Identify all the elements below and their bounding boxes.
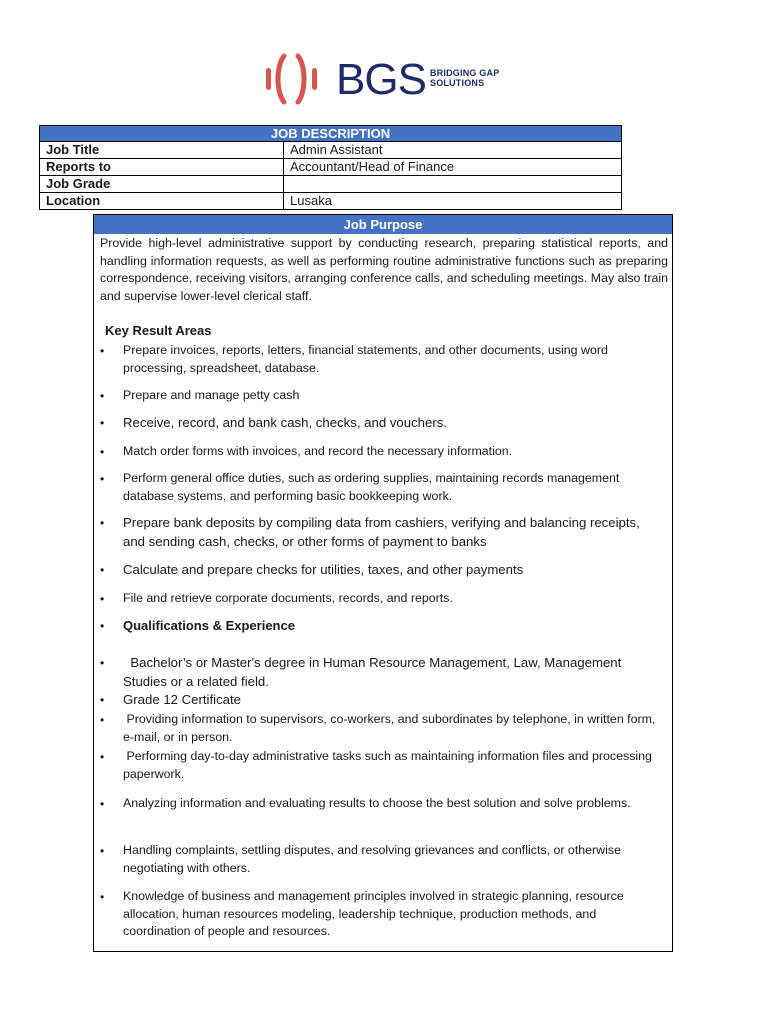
bgs-logo-mark-icon	[262, 52, 324, 106]
bullet-icon: •	[100, 619, 105, 633]
job-purpose-text: Provide high-level administrative support by conducting research, preparing statistical reports, and handling information requests, as well as performing routine administrative functions such as preparing correspondence, receiving visitors, arranging conference calls, and scheduling meetings. May also train and supervise lower-level clerical staff.	[100, 236, 668, 303]
table-row	[40, 176, 622, 193]
job-purpose-banner: Job Purpose	[94, 215, 672, 234]
list-item-text: Receive, record, and bank cash, checks, and vouchers.	[123, 415, 448, 430]
job-description-table	[39, 125, 622, 210]
job-description-banner: JOB DESCRIPTION	[40, 126, 622, 142]
job-purpose-section	[93, 214, 673, 952]
reports-to-value: Accountant/Head of Finance	[284, 159, 622, 176]
bullet-icon: •	[100, 516, 105, 530]
list-item-text: Providing information to supervisors, co-workers, and subordinates by telephone, in written form, e-mail, or in person.	[123, 712, 659, 744]
logo-tagline	[430, 68, 499, 88]
list-item-text: Knowledge of business and management principles involved in strategic planning, resource allocation, human resources modeling, leadership technique, production methods, and coordination of people and resources.	[123, 889, 624, 938]
bullet-icon: •	[100, 472, 105, 486]
job-title-value: Admin Assistant	[284, 142, 622, 159]
location-value: Lusaka	[284, 193, 622, 210]
bullet-icon: •	[100, 656, 105, 670]
bullet-icon: •	[100, 844, 105, 858]
bullet-icon: •	[100, 445, 105, 459]
bullet-icon: •	[100, 416, 105, 430]
reports-to-label: Reports to	[40, 159, 284, 176]
list-item-text: Bachelor’s or Master's degree in Human Resource Management, Law, Management Studies or a related field.	[123, 655, 625, 689]
list-item-text: Handling complaints, settling disputes, and resolving grievances and conflicts, or otherwise negotiating with others.	[123, 843, 621, 875]
job-grade-value	[284, 176, 622, 193]
list-item-text: Grade 12 Certificate	[123, 692, 242, 707]
bullet-icon: •	[100, 389, 105, 403]
list-item-text: Perform general office duties, such as ordering supplies, maintaining records management database systems, and performing basic bookkeeping work.	[123, 471, 620, 503]
bullet-icon: •	[100, 344, 105, 358]
list-item-text: File and retrieve corporate documents, records, and reports.	[123, 591, 453, 605]
table-row	[40, 159, 622, 176]
list-item-text: Performing day-to-day administrative tasks such as maintaining information files and processing paperwork.	[123, 749, 656, 781]
bullet-icon: •	[100, 563, 105, 577]
logo-wordmark: BGS	[336, 55, 426, 104]
bullet-icon: •	[100, 713, 105, 727]
list-item-text: Match order forms with invoices, and record the necessary information.	[123, 444, 513, 458]
logo-tagline-line2: SOLUTIONS	[430, 78, 485, 88]
job-title-label: Job Title	[40, 142, 284, 159]
logo-tagline-line1: BRIDGING GAP	[430, 68, 500, 78]
company-logo	[262, 50, 512, 110]
table-row	[40, 193, 622, 210]
list-item-text: Prepare and manage petty cash	[123, 388, 300, 402]
list-item-text: Analyzing information and evaluating results to choose the best solution and solve problems.	[123, 796, 631, 810]
list-item-text: Prepare invoices, reports, letters, financial statements, and other documents, using word processing, spreadsheet, database.	[123, 343, 608, 375]
location-label: Location	[40, 193, 284, 210]
list-item-text: Calculate and prepare checks for utilities, taxes, and other payments	[123, 562, 524, 577]
table-row	[40, 142, 622, 159]
bullet-icon: •	[100, 592, 105, 606]
bullet-icon: •	[100, 750, 105, 764]
bullet-icon: •	[100, 797, 105, 811]
bullet-icon: •	[100, 693, 105, 707]
bullet-icon: •	[100, 890, 105, 904]
list-item-text: Prepare bank deposits by compiling data from cashiers, verifying and balancing receipts, and sending cash, checks, or other forms of payment to banks	[123, 515, 640, 549]
qualifications-heading: Qualifications & Experience	[123, 618, 295, 633]
job-grade-label: Job Grade	[40, 176, 284, 193]
key-result-areas-heading: Key Result Areas	[105, 323, 212, 338]
